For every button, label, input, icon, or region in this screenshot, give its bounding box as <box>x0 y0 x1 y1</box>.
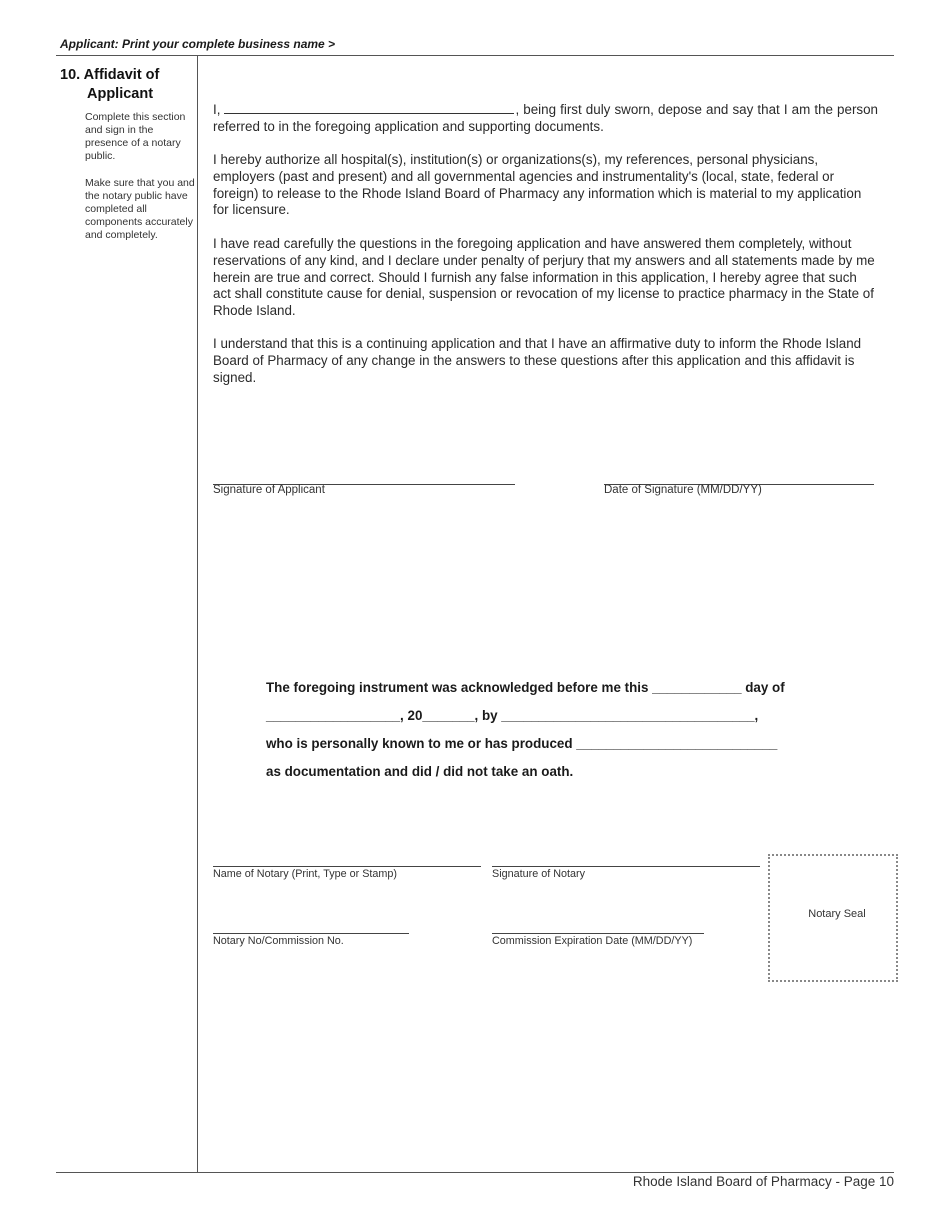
affidavit-paragraph-continuing: I understand that this is a continuing application and that I have an affirmative duty to inform the Rhode Island Board of Pharmacy of any change in the answers to these questions after this application and this affidavit is signed. <box>213 336 862 385</box>
section-title-line2: Applicant <box>87 86 154 102</box>
notary-signature-line[interactable] <box>492 866 760 867</box>
signature-date-label: Date of Signature (MM/DD/YY) <box>604 484 762 496</box>
notary-name-label: Name of Notary (Print, Type or Stamp) <box>213 868 398 880</box>
applicant-signature-label: Signature of Applicant <box>213 484 325 496</box>
notary-name-line[interactable] <box>213 866 481 867</box>
acknowledgement-line-4: as documentation and did / did not take an oath. <box>266 764 574 779</box>
business-name-prompt: Applicant: Print your complete business name > <box>60 37 336 51</box>
instruction-note-complete: Make sure that you and the notary public have completed all components accurately and completely. <box>85 177 195 241</box>
affidavit-paragraph-sworn <box>213 101 878 136</box>
commission-expiration-label: Commission Expiration Date (MM/DD/YY) <box>492 935 693 947</box>
acknowledgement-line-3: who is personally known to me or has produced ___________________________ <box>266 736 778 751</box>
sidebar-divider <box>197 56 198 1172</box>
notary-number-label: Notary No/Commission No. <box>213 935 344 947</box>
acknowledgement-line-2: __________________, 20_______, by __________________________________, <box>266 708 759 723</box>
acknowledgement-line-1: The foregoing instrument was acknowledged before me this ____________ day of <box>266 680 785 695</box>
notary-number-line[interactable] <box>213 933 409 934</box>
section-title-line1: 10. Affidavit of <box>60 67 160 83</box>
affidavit-paragraph-perjury: I have read carefully the questions in the foregoing application and have answered them completely, without reservations of any kind, and I declare under penalty of perjury that my answers and all statements made by me herein are true and correct. Should I furnish any false information in this application, I hereby agree that such act shall constitute cause for denial, suspension or revocation of my license to practice pharmacy in the State of Rhode Island. <box>213 236 875 319</box>
affidavit-paragraph-authorize: I hereby authorize all hospital(s), institution(s) or organizations(s), my references, personal physicians, employers (past and present) and all governmental agencies and instrumentality's (local, state, federal or foreign) to release to the Rhode Island Board of Pharmacy any information which is material to my application for licensure. <box>213 152 862 218</box>
footer-divider <box>56 1172 894 1173</box>
affidavit-sworn-text: , being first duly sworn, depose and say that I am the person referred to in the foregoing application and supporting documents. <box>213 102 878 134</box>
applicant-name-blank[interactable] <box>224 101 514 114</box>
header-divider <box>56 55 894 56</box>
notary-signature-label: Signature of Notary <box>492 868 586 880</box>
instruction-note-notary: Complete this section and sign in the presence of a notary public. <box>85 111 186 162</box>
notary-seal-label: Notary Seal <box>808 908 866 920</box>
affidavit-prefix: I, <box>213 102 221 117</box>
commission-expiration-line[interactable] <box>492 933 704 934</box>
section-title <box>60 66 190 104</box>
page-footer: Rhode Island Board of Pharmacy - Page 10 <box>632 1174 894 1189</box>
